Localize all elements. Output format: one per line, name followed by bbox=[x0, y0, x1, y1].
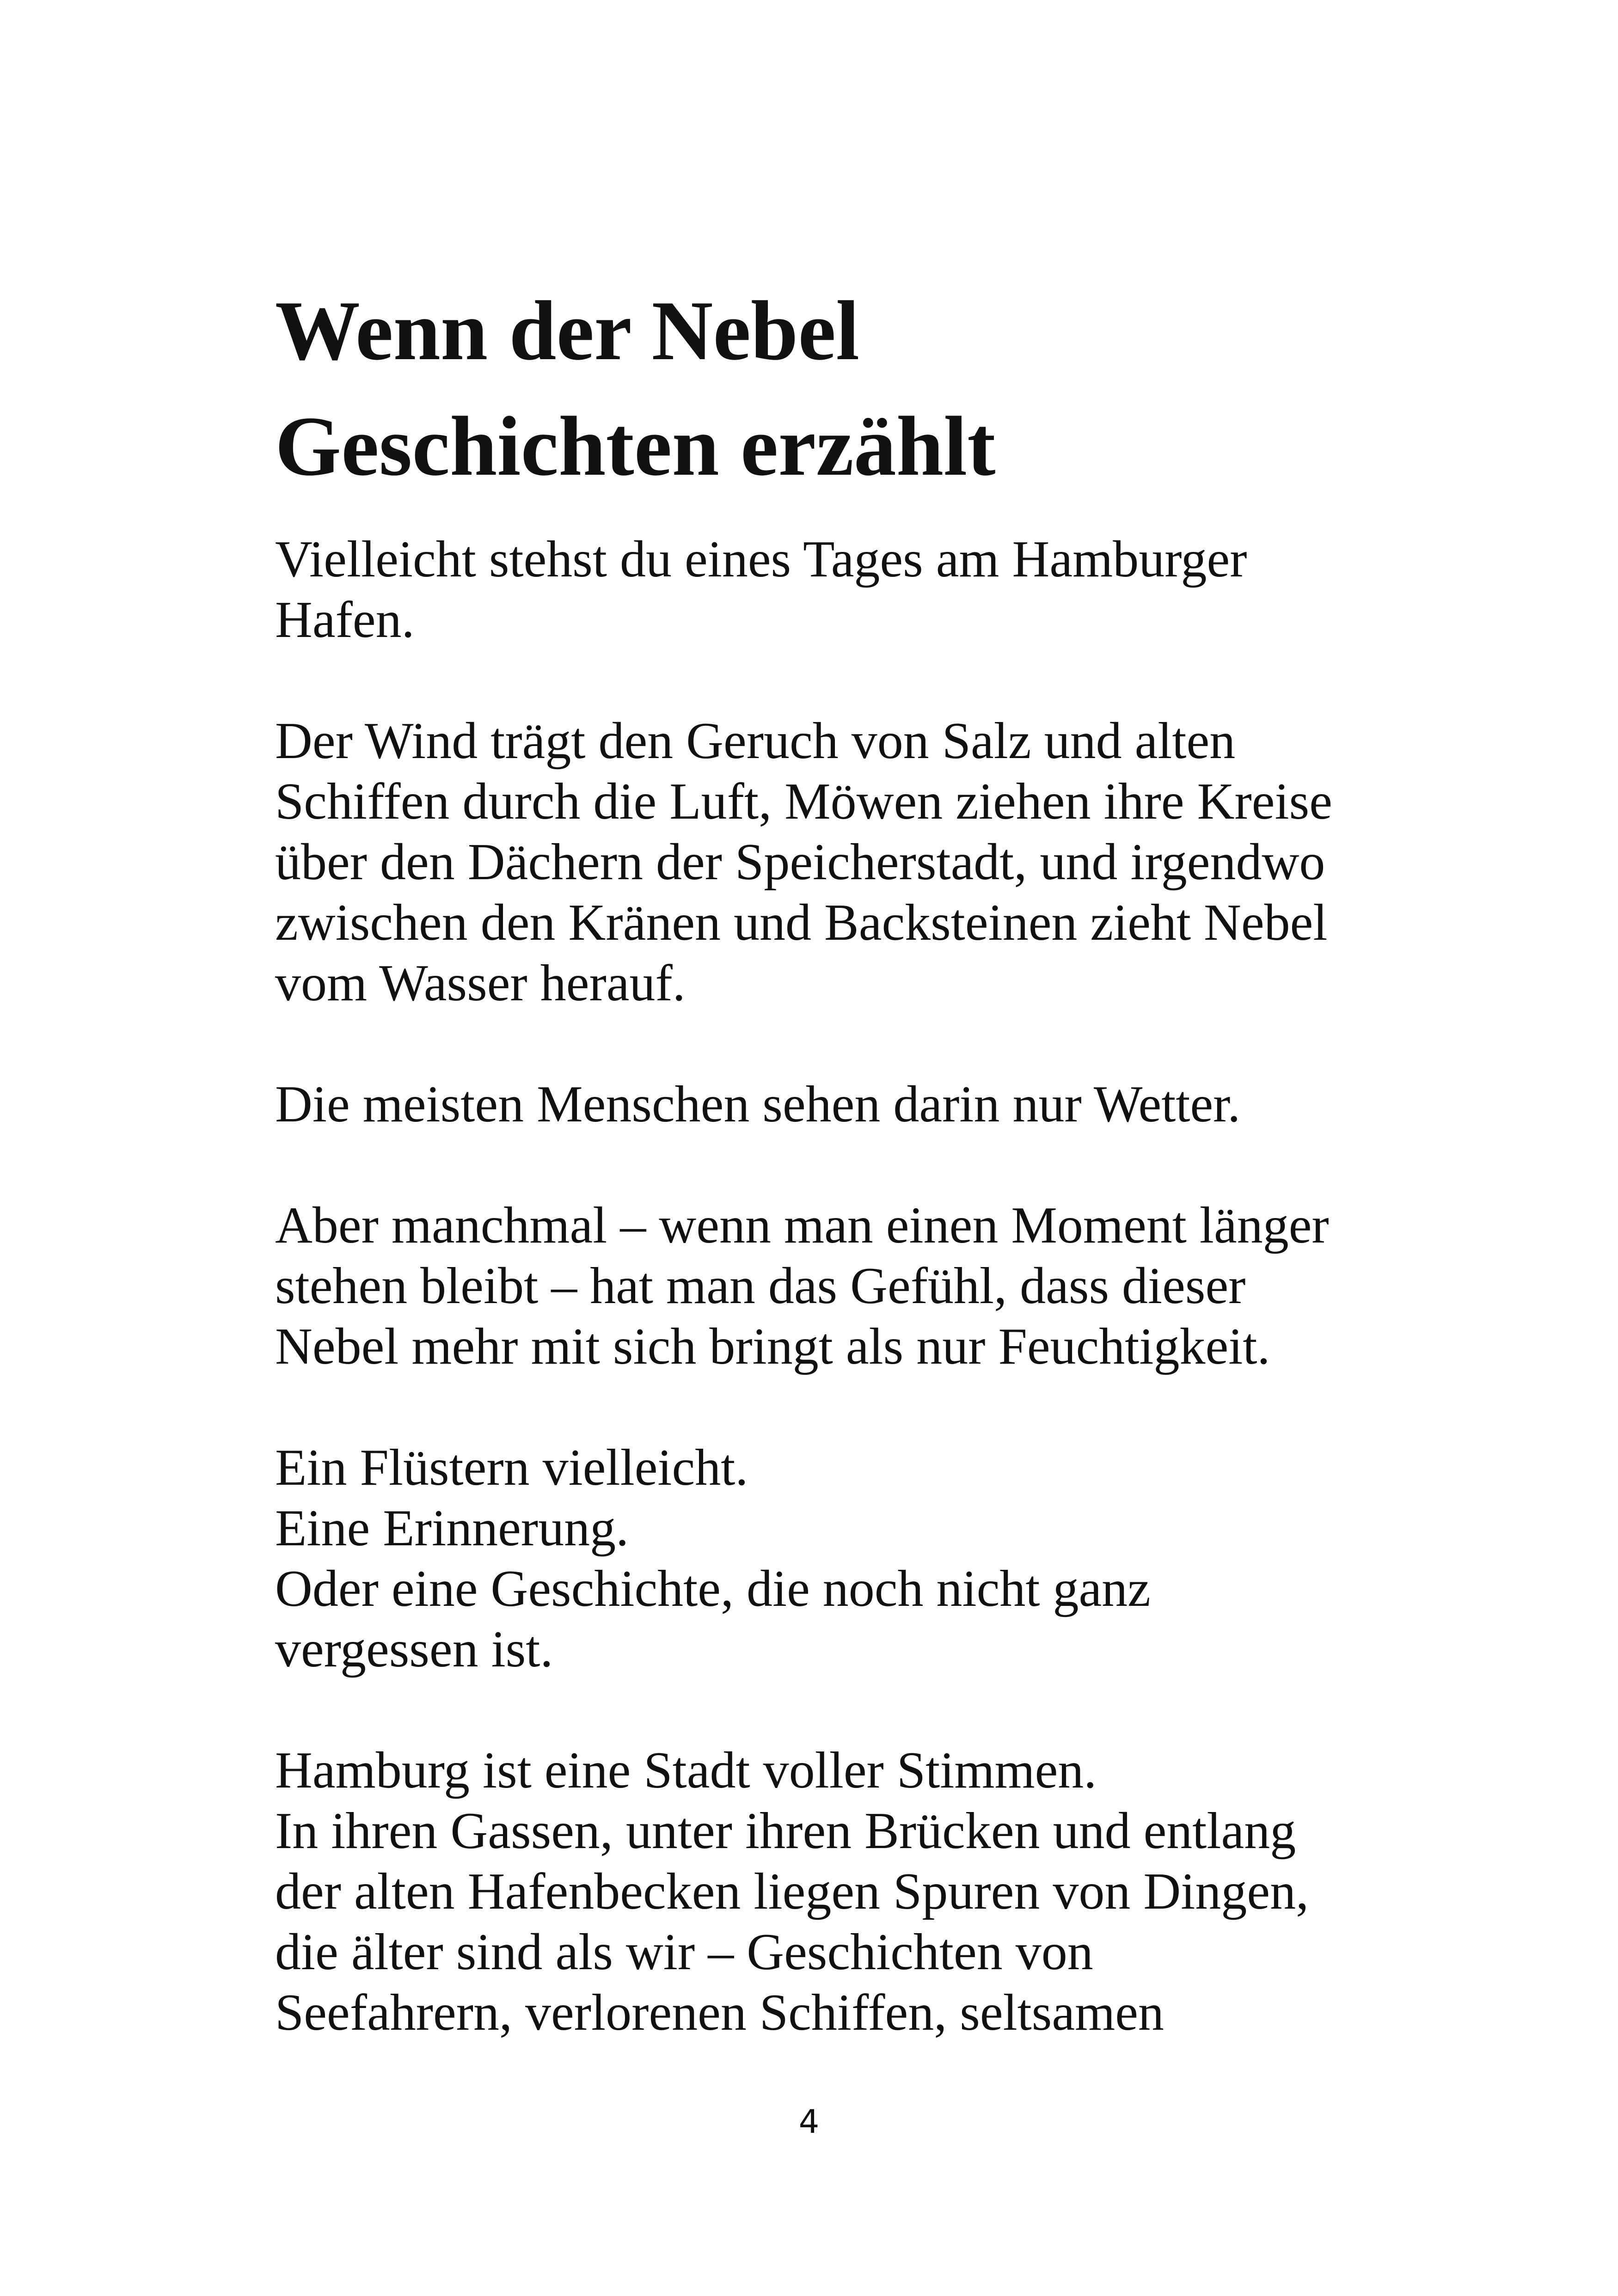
paragraph-1 bbox=[275, 529, 1408, 650]
text-line: In ihren Gassen, unter ihren Brücken und entlang bbox=[275, 1802, 1296, 1860]
text-line: über den Dächern der Speicherstadt, und irgendwo bbox=[275, 833, 1325, 891]
text-line: Seefahrern, verlorenen Schiffen, seltsamen bbox=[275, 1984, 1164, 2041]
paragraph-2 bbox=[275, 711, 1408, 1014]
text-line: vergessen ist. bbox=[275, 1621, 553, 1678]
paragraph-3 bbox=[275, 1074, 1408, 1135]
text-line: Nebel mehr mit sich bringt als nur Feuchtigkeit. bbox=[275, 1318, 1270, 1375]
text-line: Eine Erinnerung. bbox=[275, 1500, 629, 1557]
text-line: Ein Flüstern vielleicht. bbox=[275, 1439, 748, 1496]
text-line: Hafen. bbox=[275, 591, 415, 649]
chapter-title-line-2: Geschichten erzählt bbox=[275, 399, 996, 493]
text-line: Der Wind trägt den Geruch von Salz und alten bbox=[275, 712, 1236, 770]
text-line: vom Wasser herauf. bbox=[275, 955, 686, 1012]
page-number: 4 bbox=[798, 2103, 820, 2141]
paragraph-5 bbox=[275, 1438, 1408, 1680]
chapter-title bbox=[275, 273, 1385, 504]
body-text bbox=[275, 529, 1408, 2104]
text-line: Schiffen durch die Luft, Möwen ziehen ihre Kreise bbox=[275, 773, 1332, 830]
text-line: die älter sind als wir – Geschichten von bbox=[275, 1923, 1093, 1981]
text-line: Aber manchmal – wenn man einen Moment länger bbox=[275, 1197, 1329, 1254]
text-line: stehen bleibt – hat man das Gefühl, dass dieser bbox=[275, 1257, 1246, 1315]
text-line: Die meisten Menschen sehen darin nur Wetter. bbox=[275, 1076, 1241, 1133]
paragraph-4 bbox=[275, 1195, 1408, 1377]
chapter-title-line-1: Wenn der Nebel bbox=[275, 283, 860, 378]
paragraph-6 bbox=[275, 1740, 1408, 2043]
text-line: Hamburg ist eine Stadt voller Stimmen. bbox=[275, 1742, 1097, 1799]
text-line: Vielleicht stehst du eines Tages am Hamburger bbox=[275, 531, 1247, 588]
text-line: Oder eine Geschichte, die noch nicht ganz bbox=[275, 1560, 1151, 1617]
text-line: der alten Hafenbecken liegen Spuren von Dingen, bbox=[275, 1863, 1309, 1920]
text-line: zwischen den Kränen und Backsteinen zieht Nebel bbox=[275, 894, 1328, 951]
